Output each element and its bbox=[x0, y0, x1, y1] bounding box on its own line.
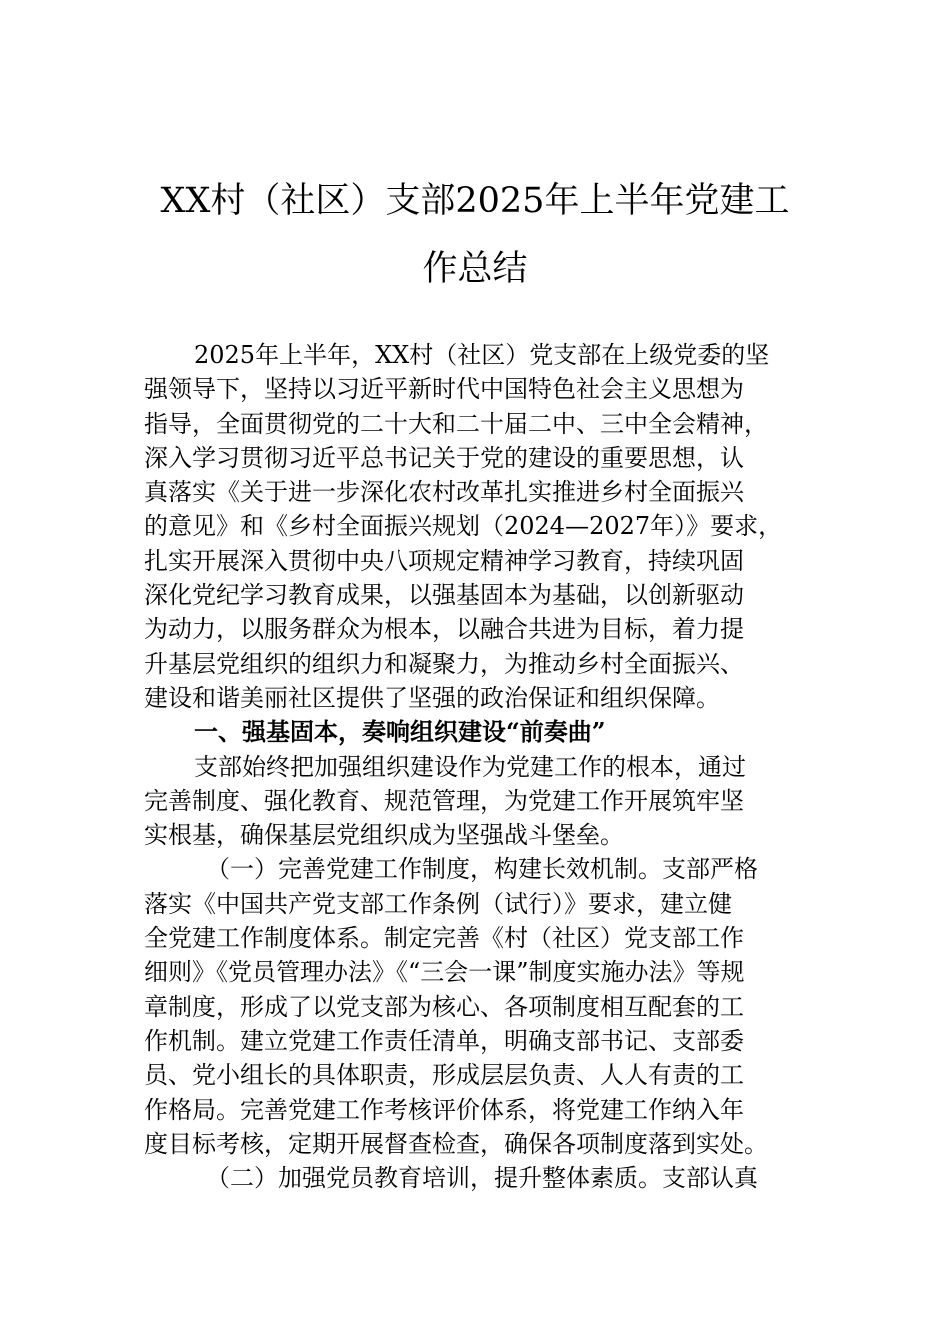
subsection-line: （一）完善党建工作制度，构建长效机制。支部严格 bbox=[206, 855, 758, 884]
body-line: 深入学习贯彻习近平总书记关于党的建设的重要思想，认 bbox=[144, 443, 744, 472]
body-line: 完善制度、强化教育、规范管理，为党建工作开展筑牢坚 bbox=[144, 786, 744, 815]
body-line: 扎实开展深入贯彻中央八项规定精神学习教育，持续巩固 bbox=[144, 546, 744, 575]
body-line: 2025年上半年，XX村（社区）党支部在上级党委的坚 bbox=[194, 341, 770, 369]
body-line: 真落实《关于进一步深化农村改革扎实推进乡村全面振兴 bbox=[144, 478, 744, 507]
body-line: 升基层党组织的组织力和凝聚力，为推动乡村全面振兴、 bbox=[144, 649, 744, 678]
body-line: 细则》《党员管理办法》《“三会一课”制度实施办法》等规 bbox=[144, 958, 745, 987]
body-line: 员、党小组长的具体职责，形成层层负责、人人有责的工 bbox=[144, 1061, 744, 1090]
body-line: 作格局。完善党建工作考核评价体系，将党建工作纳入年 bbox=[144, 1095, 744, 1124]
body-line: 全党建工作制度体系。制定完善《村（社区）党支部工作 bbox=[144, 924, 744, 953]
body-line: 章制度，形成了以党支部为核心、各项制度相互配套的工 bbox=[144, 992, 744, 1021]
document-title-line-1: XX村（社区）支部2025年上半年党建工 bbox=[160, 181, 790, 221]
document-body bbox=[144, 338, 844, 1195]
section-heading: 一、强基固本，奏响组织建设“前奏曲” bbox=[194, 717, 606, 747]
document-title-line-2: 作总结 bbox=[422, 249, 528, 289]
body-line: 建设和谐美丽社区提供了坚强的政治保证和组织保障。 bbox=[144, 683, 720, 712]
body-line: 支部始终把加强组织建设作为党建工作的根本，通过 bbox=[194, 752, 746, 781]
body-line: 的意见》和《乡村全面振兴规划（2024—2027年）》要求， bbox=[144, 512, 783, 541]
body-line: 度目标考核，定期开展督查检查，确保各项制度落到实处。 bbox=[144, 1129, 768, 1158]
body-line: 实根基，确保基层党组织成为坚强战斗堡垒。 bbox=[144, 821, 624, 850]
subsection-line: （二）加强党员教育培训，提升整体素质。支部认真 bbox=[206, 1164, 758, 1193]
body-line: 作机制。建立党建工作责任清单，明确支部书记、支部委 bbox=[144, 1026, 744, 1055]
body-line: 强领导下，坚持以习近平新时代中国特色社会主义思想为 bbox=[144, 375, 744, 404]
body-line: 落实《中国共产党支部工作条例（试行）》要求，建立健 bbox=[144, 889, 732, 918]
body-line: 为动力，以服务群众为根本，以融合共进为目标，着力提 bbox=[144, 615, 744, 644]
body-line: 深化党纪学习教育成果，以强基固本为基础，以创新驱动 bbox=[144, 581, 744, 610]
body-line: 指导，全面贯彻党的二十大和二十届二中、三中全会精神， bbox=[144, 409, 768, 438]
